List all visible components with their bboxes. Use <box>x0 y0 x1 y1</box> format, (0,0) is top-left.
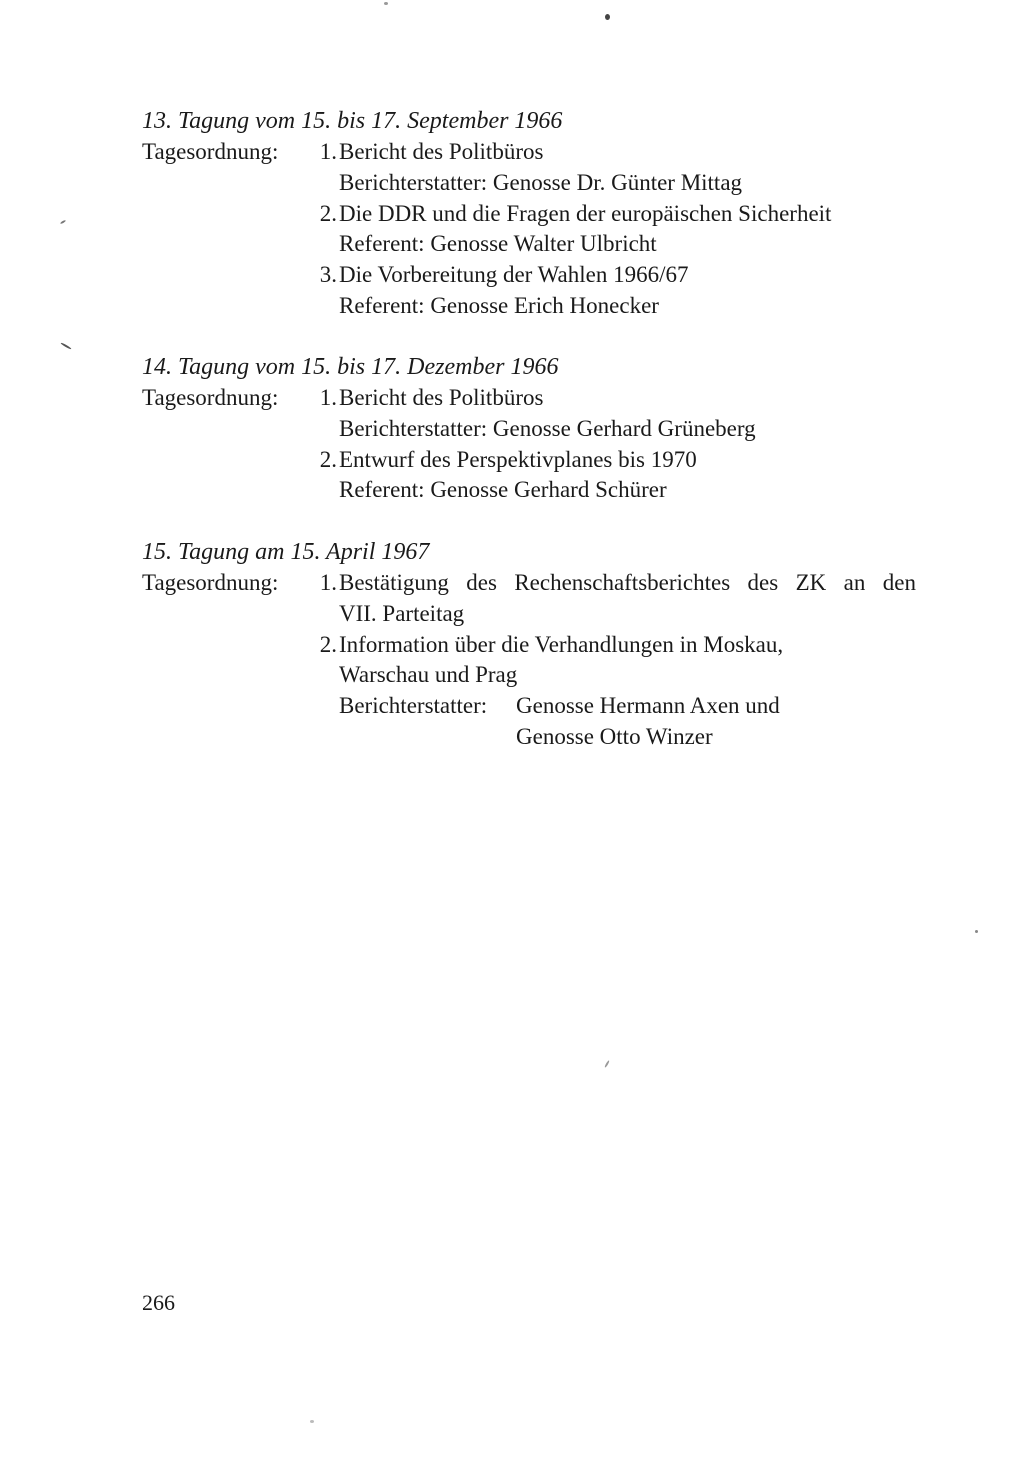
session-14 <box>142 352 942 506</box>
scan-speck <box>60 342 71 350</box>
item-detail <box>142 722 942 753</box>
item-number: 3. <box>319 262 337 288</box>
reporter-line: Referent: Genosse Walter Ulbricht <box>339 231 657 257</box>
reporter-line: Referent: Genosse Erich Honecker <box>339 292 659 318</box>
reporter-line: Berichterstatter: Genosse Dr. Günter Mittag <box>339 169 743 195</box>
word: des <box>747 570 779 595</box>
agenda-label: Tagesordnung: <box>142 139 279 164</box>
item-text-continued: Warschau und Prag <box>339 662 518 688</box>
agenda-item <box>142 137 942 168</box>
item-text-continued: VII. Parteitag <box>339 600 465 626</box>
item-detail <box>142 475 942 506</box>
word: ZK <box>795 570 827 595</box>
scan-speck <box>605 14 610 20</box>
item-detail <box>142 414 942 445</box>
item-number: 1. <box>319 570 337 595</box>
item-continuation <box>142 599 942 630</box>
item-number: 2. <box>319 631 337 657</box>
agenda-label: Tagesordnung: <box>142 385 279 410</box>
agenda-label: Tagesordnung: <box>142 570 279 595</box>
item-text: Die DDR und die Fragen der europäischen Sicherheit <box>339 200 832 226</box>
agenda-item <box>142 630 942 661</box>
item-text: Information über die Verhandlungen in Moskau, <box>339 631 784 657</box>
item-number: 1. <box>319 139 337 164</box>
item-number: 2. <box>319 200 337 226</box>
word: Rechenschaftsberichtes <box>514 570 731 595</box>
agenda-item <box>142 568 942 599</box>
session-title: 13. Tagung vom 15. bis 17. September 1966 <box>142 108 563 134</box>
scan-speck <box>604 1060 610 1068</box>
item-detail <box>142 229 942 260</box>
agenda-item <box>142 383 942 414</box>
page-number: 266 <box>142 1290 175 1315</box>
scan-speck <box>60 220 66 225</box>
reporter-name: Genosse Hermann Axen und <box>516 693 780 719</box>
word: Bestätigung <box>339 570 449 595</box>
item-number: 2. <box>319 446 337 472</box>
scan-speck <box>975 930 978 933</box>
item-text: Entwurf des Perspektivplanes bis 1970 <box>339 446 697 472</box>
item-detail <box>142 168 942 199</box>
word: des <box>466 570 497 595</box>
session-title: 15. Tagung am 15. April 1967 <box>142 539 430 565</box>
reporter-name: Genosse Otto Winzer <box>516 723 713 749</box>
scan-speck <box>310 1420 314 1423</box>
item-text <box>339 568 916 599</box>
item-text: Bericht des Politbüros <box>339 385 544 410</box>
item-text: Bericht des Politbüros <box>339 139 544 164</box>
agenda <box>142 568 942 753</box>
item-detail <box>142 291 942 322</box>
agenda-item <box>142 260 942 291</box>
item-text: Die Vorbereitung der Wahlen 1966/67 <box>339 262 689 288</box>
item-detail <box>142 691 942 722</box>
word: an <box>843 570 866 595</box>
reporter-line: Berichterstatter: Genosse Gerhard Grüneberg <box>339 415 756 441</box>
session-title: 14. Tagung vom 15. bis 17. Dezember 1966 <box>142 354 559 380</box>
agenda-item <box>142 199 942 230</box>
word: den <box>882 570 916 595</box>
reporter-line: Referent: Genosse Gerhard Schürer <box>339 477 667 503</box>
session-13 <box>142 106 942 322</box>
item-number: 1. <box>319 385 337 410</box>
scan-speck <box>384 2 388 5</box>
agenda <box>142 383 942 506</box>
session-15 <box>142 537 942 753</box>
agenda-item <box>142 445 942 476</box>
reporter-label: Berichterstatter: <box>339 693 488 719</box>
agenda <box>142 137 942 322</box>
item-continuation <box>142 660 942 691</box>
